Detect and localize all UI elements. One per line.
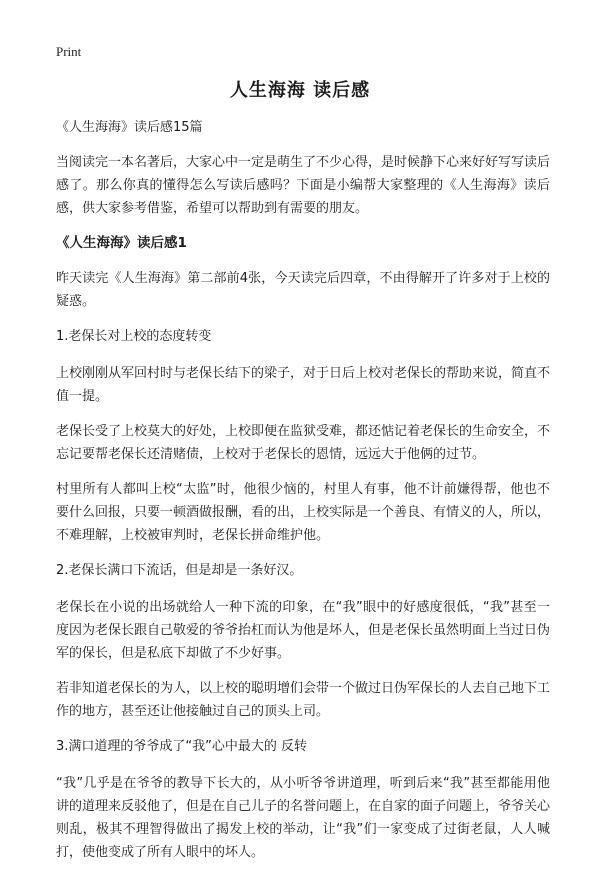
- body-paragraph: “我”几乎是在爷爷的教导下长大的，从小听爷爷讲道理，听到后来“我”甚至都能用他讲的道理来反驳他了，但是在自己儿子的名誉问题上，在自家的面子问题上，爷爷关心则乱，极其不理智得做出了揭发上校的举动，让“我”们一家变成了过街老鼠，人人喊打，使他变成了所有人眼中的坏人。: [56, 776, 551, 860]
- point-heading: 1.老保长对上校的态度转变: [56, 329, 212, 344]
- print-link[interactable]: Print: [56, 44, 82, 59]
- point-heading: 3.满口道理的爷爷成了“我”心中最大的 反转: [56, 739, 308, 754]
- body-paragraph: 老保长受了上校莫大的好处，上校即便在监狱受难，都还惦记着老保长的生命安全，不忘记要帮老保长还清赌债，上校对于老保长的恩情，远远大于他俩的过节。: [56, 424, 551, 462]
- body-paragraph: 若非知道老保长的为人，以上校的聪明增们会带一个做过日伪军保长的人去自己地下工作的地方，甚至还让他接触过自己的顶头上司。: [56, 681, 551, 719]
- body-paragraph: 昨天读完《人生海海》第二部前4张，今天读完后四章，不由得解开了许多对于上校的疑惑。: [56, 271, 550, 309]
- body-paragraph: 老保长在小说的出场就给人一种下流的印象，在“我”眼中的好感度很低，“我”甚至一度因为老保长跟自己敬爱的爷爷抬杠而认为他是坏人，但是老保长虽然明面上当过日伪军的保长，但是私底下却做了不少好事。: [56, 600, 551, 661]
- body-paragraph: 村里所有人都叫上校“太监”时，他很少恼的，村里人有事，他不计前嫌得帮，他也不要什么回报，只要一顿酒做报酬，看的出，上校实际是一个善良、有情义的人，所以，不难理解，上校被审判时，老保长拼命维护他。: [56, 482, 551, 543]
- article-body: [56, 116, 550, 876]
- section-heading: 《人生海海》读后感1: [56, 235, 187, 251]
- point-heading: 2.老保长满口下流话，但是却是一条好汉。: [56, 563, 303, 578]
- article-subtitle: 《人生海海》读后感15篇: [56, 120, 203, 135]
- page-title: 人生海海 读后感: [229, 80, 371, 101]
- intro-paragraph: 当阅读完一本名著后，大家心中一定是萌生了不少心得，是时候静下心来好好写写读后感了。那么你真的懂得怎么写读后感吗？下面是小编帮大家整理的《人生海海》读后感，供大家参考借鉴，希望可以帮助到有需要的朋友。: [56, 155, 551, 216]
- body-paragraph: 上校刚刚从军回村时与老保长结下的梁子，对于日后上校对老保长的帮助来说，简直不值一提。: [56, 366, 551, 404]
